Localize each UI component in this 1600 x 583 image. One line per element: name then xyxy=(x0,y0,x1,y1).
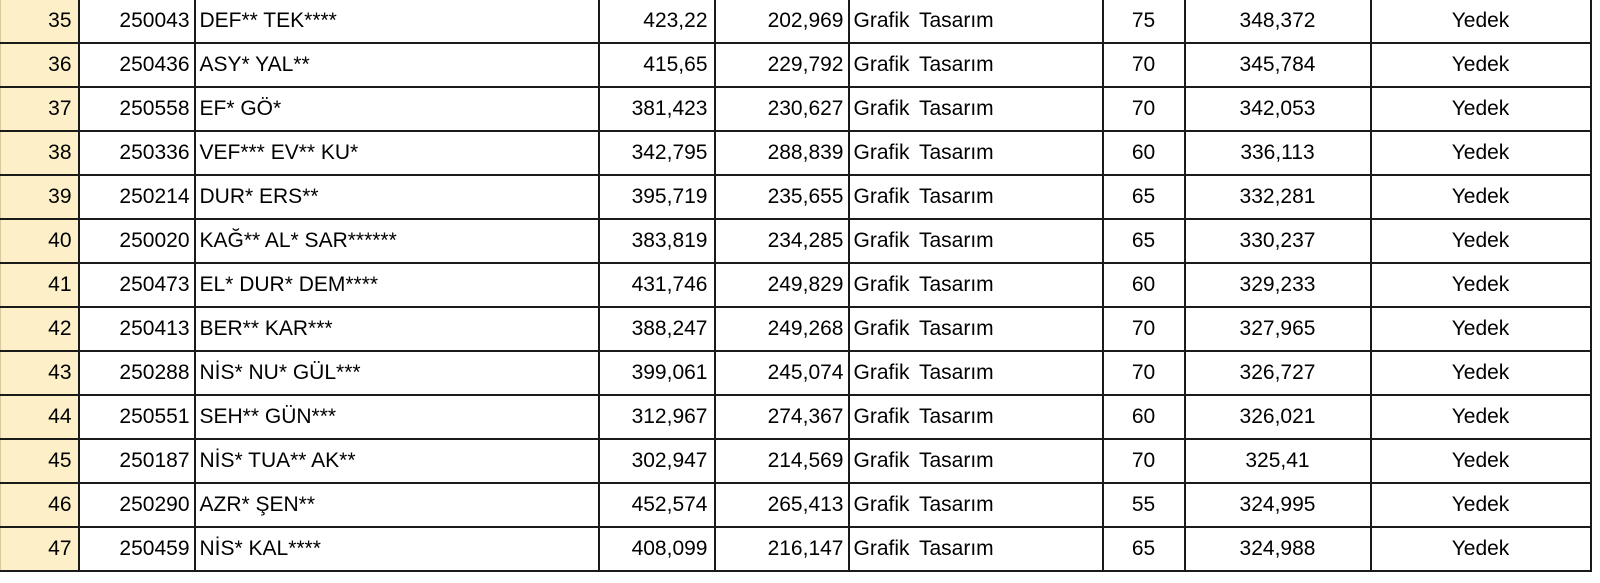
score-3-cell[interactable]: 60 xyxy=(1103,263,1185,307)
score-1-cell[interactable]: 388,247 xyxy=(599,307,715,351)
applicant-id-cell[interactable]: 250288 xyxy=(79,351,195,395)
score-1-cell[interactable]: 381,423 xyxy=(599,87,715,131)
applicant-name-cell[interactable]: NİS* TUA** AK** xyxy=(195,439,599,483)
total-score-cell[interactable]: 348,372 xyxy=(1185,0,1371,43)
status-cell[interactable]: Yedek xyxy=(1371,527,1591,571)
department-cell[interactable]: Grafik Tasarım xyxy=(849,131,1103,175)
score-1-cell[interactable]: 383,819 xyxy=(599,219,715,263)
department-cell[interactable]: Grafik Tasarım xyxy=(849,263,1103,307)
row-number-cell[interactable]: 44 xyxy=(1,395,79,439)
applicant-name-cell[interactable]: NİS* KAL**** xyxy=(195,527,599,571)
total-score-cell[interactable]: 326,727 xyxy=(1185,351,1371,395)
row-number-cell[interactable]: 46 xyxy=(1,483,79,527)
score-3-cell[interactable]: 70 xyxy=(1103,351,1185,395)
row-number-cell[interactable]: 39 xyxy=(1,175,79,219)
table-row xyxy=(1,263,1591,307)
department-cell[interactable]: Grafik Tasarım xyxy=(849,0,1103,43)
row-number-cell[interactable]: 45 xyxy=(1,439,79,483)
table-row xyxy=(1,439,1591,483)
total-score-cell[interactable]: 332,281 xyxy=(1185,175,1371,219)
score-2-cell[interactable]: 274,367 xyxy=(715,395,849,439)
score-3-cell[interactable]: 70 xyxy=(1103,87,1185,131)
department-cell[interactable]: Grafik Tasarım xyxy=(849,175,1103,219)
applicant-name-cell[interactable]: EL* DUR* DEM**** xyxy=(195,263,599,307)
status-cell[interactable]: Yedek xyxy=(1371,175,1591,219)
table-row xyxy=(1,131,1591,175)
row-number-cell[interactable]: 38 xyxy=(1,131,79,175)
row-number-cell[interactable]: 36 xyxy=(1,43,79,87)
department-cell[interactable]: Grafik Tasarım xyxy=(849,527,1103,571)
status-cell[interactable]: Yedek xyxy=(1371,87,1591,131)
applicant-id-cell[interactable]: 250551 xyxy=(79,395,195,439)
status-cell[interactable]: Yedek xyxy=(1371,263,1591,307)
applicant-id-cell[interactable]: 250459 xyxy=(79,527,195,571)
total-score-cell[interactable]: 325,41 xyxy=(1185,439,1371,483)
table-row xyxy=(1,395,1591,439)
row-number-cell[interactable]: 43 xyxy=(1,351,79,395)
applicant-id-cell[interactable]: 250043 xyxy=(79,0,195,43)
table-row xyxy=(1,483,1591,527)
table-row xyxy=(1,351,1591,395)
applicant-name-cell[interactable]: DUR* ERS** xyxy=(195,175,599,219)
score-2-cell[interactable]: 235,655 xyxy=(715,175,849,219)
applicant-name-cell[interactable]: VEF*** EV** KU* xyxy=(195,131,599,175)
department-cell[interactable]: Grafik Tasarım xyxy=(849,483,1103,527)
row-number-cell[interactable]: 35 xyxy=(1,0,79,43)
total-score-cell[interactable]: 327,965 xyxy=(1185,307,1371,351)
table-body xyxy=(1,0,1591,571)
applicant-name-cell[interactable]: KAĞ** AL* SAR****** xyxy=(195,219,599,263)
score-1-cell[interactable]: 452,574 xyxy=(599,483,715,527)
applicant-name-cell[interactable]: EF* GÖ* xyxy=(195,87,599,131)
applicant-name-cell[interactable]: NİS* NU* GÜL*** xyxy=(195,351,599,395)
department-cell[interactable]: Grafik Tasarım xyxy=(849,219,1103,263)
score-1-cell[interactable]: 415,65 xyxy=(599,43,715,87)
table-row xyxy=(1,43,1591,87)
applicant-name-cell[interactable]: ASY* YAL** xyxy=(195,43,599,87)
status-cell[interactable]: Yedek xyxy=(1371,219,1591,263)
score-3-cell[interactable]: 60 xyxy=(1103,395,1185,439)
department-cell[interactable]: Grafik Tasarım xyxy=(849,439,1103,483)
score-3-cell[interactable]: 65 xyxy=(1103,527,1185,571)
total-score-cell[interactable]: 345,784 xyxy=(1185,43,1371,87)
department-cell[interactable]: Grafik Tasarım xyxy=(849,351,1103,395)
status-cell[interactable]: Yedek xyxy=(1371,0,1591,43)
applicant-id-cell[interactable]: 250436 xyxy=(79,43,195,87)
total-score-cell[interactable]: 336,113 xyxy=(1185,131,1371,175)
status-cell[interactable]: Yedek xyxy=(1371,395,1591,439)
score-1-cell[interactable]: 342,795 xyxy=(599,131,715,175)
score-3-cell[interactable]: 65 xyxy=(1103,219,1185,263)
score-2-cell[interactable]: 249,268 xyxy=(715,307,849,351)
status-cell[interactable]: Yedek xyxy=(1371,307,1591,351)
table-row xyxy=(1,175,1591,219)
score-1-cell[interactable]: 408,099 xyxy=(599,527,715,571)
score-2-cell[interactable]: 214,569 xyxy=(715,439,849,483)
department-cell[interactable]: Grafik Tasarım xyxy=(849,43,1103,87)
row-number-cell[interactable]: 40 xyxy=(1,219,79,263)
score-1-cell[interactable]: 431,746 xyxy=(599,263,715,307)
status-cell[interactable]: Yedek xyxy=(1371,43,1591,87)
applicant-id-cell[interactable]: 250413 xyxy=(79,307,195,351)
score-3-cell[interactable]: 65 xyxy=(1103,175,1185,219)
applicant-id-cell[interactable]: 250558 xyxy=(79,87,195,131)
status-cell[interactable]: Yedek xyxy=(1371,351,1591,395)
applicant-id-cell[interactable]: 250214 xyxy=(79,175,195,219)
score-3-cell[interactable]: 60 xyxy=(1103,131,1185,175)
row-number-cell[interactable]: 47 xyxy=(1,527,79,571)
score-3-cell[interactable]: 70 xyxy=(1103,439,1185,483)
row-number-cell[interactable]: 37 xyxy=(1,87,79,131)
score-2-cell[interactable]: 234,285 xyxy=(715,219,849,263)
total-score-cell[interactable]: 329,233 xyxy=(1185,263,1371,307)
score-1-cell[interactable]: 423,22 xyxy=(599,0,715,43)
score-1-cell[interactable]: 312,967 xyxy=(599,395,715,439)
applicant-id-cell[interactable]: 250473 xyxy=(79,263,195,307)
total-score-cell[interactable]: 342,053 xyxy=(1185,87,1371,131)
applicant-name-cell[interactable]: DEF** TEK**** xyxy=(195,0,599,43)
department-cell[interactable]: Grafik Tasarım xyxy=(849,87,1103,131)
table-row xyxy=(1,0,1591,43)
applicant-id-cell[interactable]: 250020 xyxy=(79,219,195,263)
score-3-cell[interactable]: 70 xyxy=(1103,43,1185,87)
score-2-cell[interactable]: 229,792 xyxy=(715,43,849,87)
total-score-cell[interactable]: 330,237 xyxy=(1185,219,1371,263)
status-cell[interactable]: Yedek xyxy=(1371,439,1591,483)
score-2-cell[interactable]: 202,969 xyxy=(715,0,849,43)
row-number-cell[interactable]: 42 xyxy=(1,307,79,351)
score-3-cell[interactable]: 75 xyxy=(1103,0,1185,43)
table-row xyxy=(1,219,1591,263)
applicant-name-cell[interactable]: AZR* ŞEN** xyxy=(195,483,599,527)
score-3-cell[interactable]: 70 xyxy=(1103,307,1185,351)
score-3-cell[interactable]: 55 xyxy=(1103,483,1185,527)
score-2-cell[interactable]: 216,147 xyxy=(715,527,849,571)
applicant-id-cell[interactable]: 250336 xyxy=(79,131,195,175)
status-cell[interactable]: Yedek xyxy=(1371,131,1591,175)
score-2-cell[interactable]: 288,839 xyxy=(715,131,849,175)
applicant-id-cell[interactable]: 250187 xyxy=(79,439,195,483)
applicant-name-cell[interactable]: BER** KAR*** xyxy=(195,307,599,351)
score-2-cell[interactable]: 265,413 xyxy=(715,483,849,527)
score-2-cell[interactable]: 230,627 xyxy=(715,87,849,131)
score-2-cell[interactable]: 245,074 xyxy=(715,351,849,395)
status-cell[interactable]: Yedek xyxy=(1371,483,1591,527)
table-row xyxy=(1,307,1591,351)
row-number-cell[interactable]: 41 xyxy=(1,263,79,307)
score-1-cell[interactable]: 302,947 xyxy=(599,439,715,483)
applicant-name-cell[interactable]: SEH** GÜN*** xyxy=(195,395,599,439)
score-1-cell[interactable]: 395,719 xyxy=(599,175,715,219)
applicant-id-cell[interactable]: 250290 xyxy=(79,483,195,527)
total-score-cell[interactable]: 326,021 xyxy=(1185,395,1371,439)
total-score-cell[interactable]: 324,988 xyxy=(1185,527,1371,571)
score-2-cell[interactable]: 249,829 xyxy=(715,263,849,307)
department-cell[interactable]: Grafik Tasarım xyxy=(849,395,1103,439)
score-1-cell[interactable]: 399,061 xyxy=(599,351,715,395)
total-score-cell[interactable]: 324,995 xyxy=(1185,483,1371,527)
table-row xyxy=(1,87,1591,131)
department-cell[interactable]: Grafik Tasarım xyxy=(849,307,1103,351)
table-row xyxy=(1,527,1591,571)
